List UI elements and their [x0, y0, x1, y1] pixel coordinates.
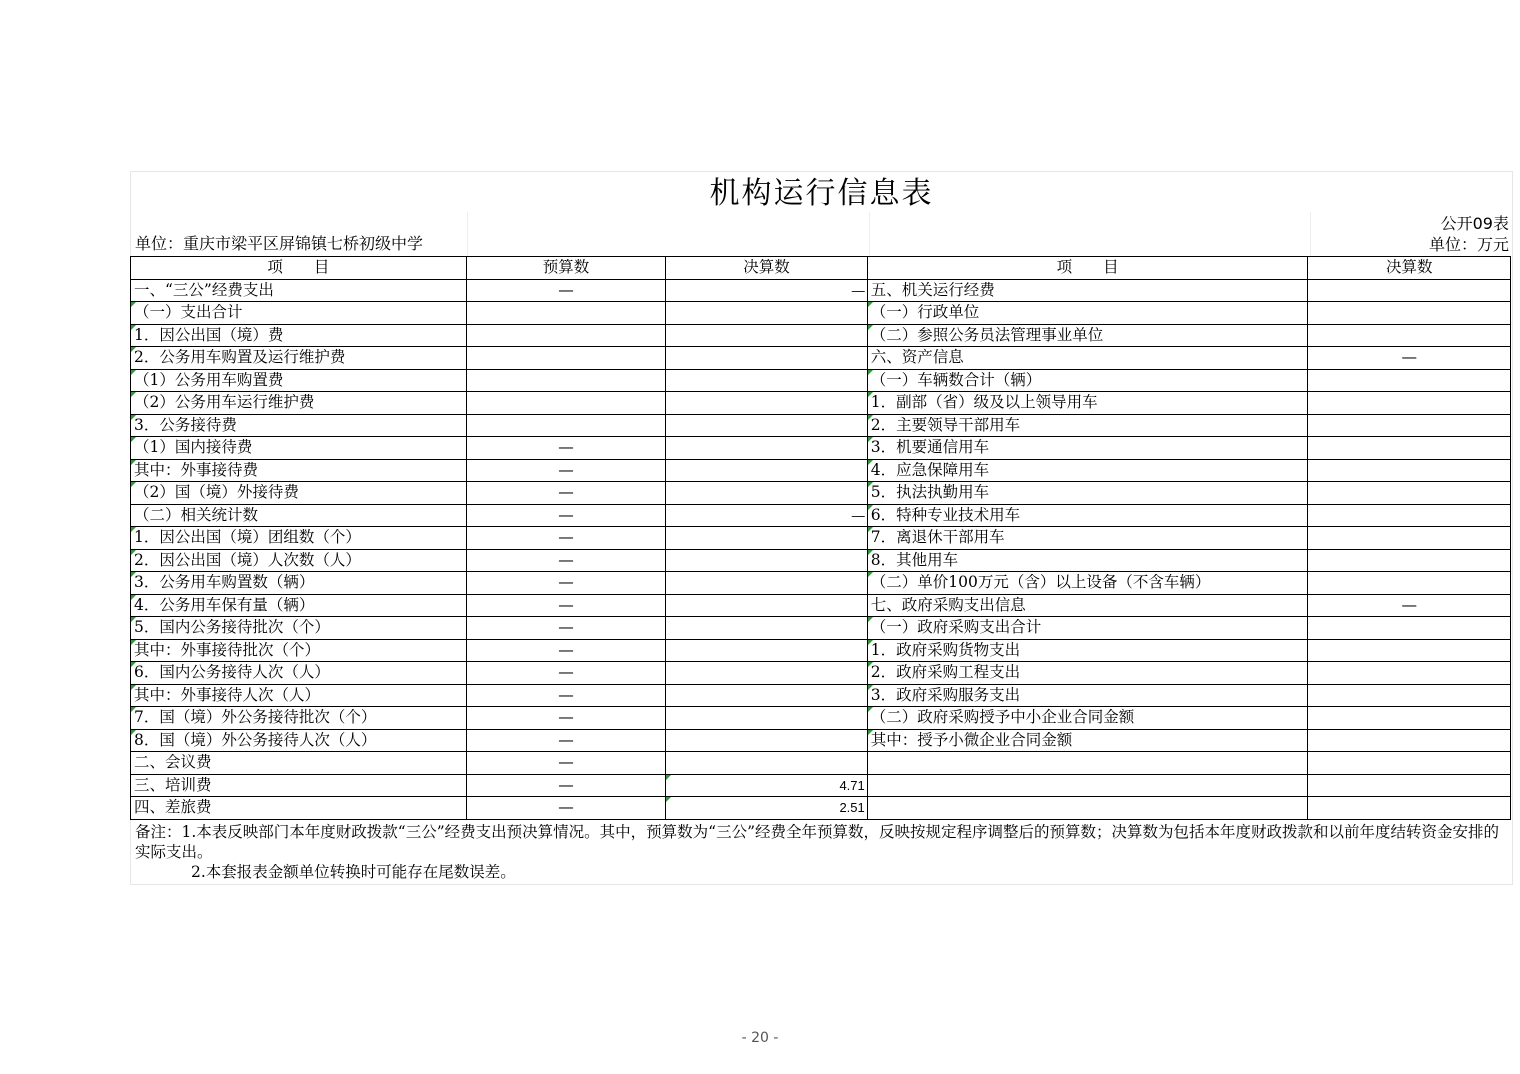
- item-label: [131, 617, 467, 640]
- final-value-right: [1308, 662, 1511, 685]
- item-label-text: 其中：外事接待费: [134, 460, 259, 479]
- item-label: [131, 414, 467, 437]
- table-row: [131, 549, 1511, 572]
- item-label-text: 二、会议费: [134, 753, 212, 772]
- final-value: [666, 527, 868, 550]
- item-label-text: 1．因公出国（境）费: [134, 325, 284, 344]
- form-number: 公开09表: [1440, 214, 1509, 233]
- budget-value-text: —: [558, 663, 574, 682]
- comment-marker: [868, 482, 873, 487]
- item-label-right: [867, 459, 1308, 482]
- final-value-right: [1308, 572, 1511, 595]
- col-header-item-right: 项 目: [867, 257, 1308, 280]
- item-label-text: 2．公务用车购置及运行维护费: [134, 348, 346, 367]
- item-label-right-text: 2．主要领导干部用车: [870, 415, 1021, 434]
- budget-value: [466, 549, 666, 572]
- col-header-final-right: 决算数: [1308, 257, 1511, 280]
- final-value-right: [1308, 369, 1511, 392]
- item-label-right: [867, 572, 1308, 595]
- final-value-right: [1308, 437, 1511, 460]
- item-label: [131, 392, 467, 415]
- final-value: [666, 459, 868, 482]
- item-label-right: [867, 482, 1308, 505]
- budget-value: [466, 324, 666, 347]
- final-value-right: [1308, 527, 1511, 550]
- comment-marker: [868, 370, 873, 375]
- table-row: [131, 684, 1511, 707]
- comment-marker: [868, 662, 873, 667]
- item-label: [131, 662, 467, 685]
- final-value-right: [1308, 594, 1511, 617]
- table-row: [131, 639, 1511, 662]
- budget-value: [466, 752, 666, 775]
- item-label-right: [867, 752, 1308, 775]
- final-value-right: [1308, 324, 1511, 347]
- item-label-right-text: 8．其他用车: [870, 550, 959, 569]
- item-label-right-text: 1．副部（省）级及以上领导用车: [870, 393, 1098, 412]
- budget-value-text: —: [558, 685, 574, 704]
- header-info-row: [131, 212, 1512, 256]
- budget-value: [466, 662, 666, 685]
- final-value: [666, 729, 868, 752]
- item-label-text: 4．公务用车保有量（辆）: [134, 595, 315, 614]
- comment-marker: [868, 730, 873, 735]
- item-label-right: [867, 504, 1308, 527]
- item-label: [131, 482, 467, 505]
- item-label: [131, 324, 467, 347]
- item-label: [131, 459, 467, 482]
- table-row: [131, 302, 1511, 325]
- budget-value: [466, 437, 666, 460]
- table-row: [131, 347, 1511, 370]
- item-label-right-text: （一）行政单位: [870, 303, 980, 322]
- comment-marker: [868, 505, 873, 510]
- budget-value-text: —: [558, 483, 574, 502]
- final-value: [666, 797, 868, 820]
- final-value-right: [1308, 774, 1511, 797]
- item-label-right-text: （一）车辆数合计（辆）: [870, 370, 1042, 389]
- budget-value: [466, 482, 666, 505]
- comment-marker: [666, 775, 671, 780]
- item-label-text: （2）公务用车运行维护费: [134, 393, 315, 412]
- item-label-text: 5．国内公务接待批次（个）: [134, 618, 330, 637]
- comment-marker: [131, 595, 136, 600]
- item-label: [131, 549, 467, 572]
- final-value: [666, 392, 868, 415]
- comment-marker: [868, 640, 873, 645]
- item-label-right: [867, 414, 1308, 437]
- final-value-right-text: —: [1401, 348, 1417, 367]
- budget-value: [466, 527, 666, 550]
- item-label-right-text: 2．政府采购工程支出: [870, 663, 1021, 682]
- comment-marker: [868, 572, 873, 577]
- final-value: [666, 549, 868, 572]
- budget-value-text: —: [558, 730, 574, 749]
- table-row: [131, 729, 1511, 752]
- final-value-right: [1308, 347, 1511, 370]
- item-label-right-text: （二）政府采购授予中小企业合同金额: [870, 708, 1135, 727]
- final-value: [666, 482, 868, 505]
- budget-value: [466, 617, 666, 640]
- unit-name: 单位：重庆市梁平区屏锦镇七桥初级中学: [135, 234, 424, 253]
- final-value: [666, 617, 868, 640]
- budget-value: [466, 797, 666, 820]
- final-value: [666, 707, 868, 730]
- item-label-right: [867, 279, 1308, 302]
- col-header-budget: 预算数: [466, 257, 666, 280]
- item-label-right-text: 4．应急保障用车: [870, 460, 990, 479]
- comment-marker: [131, 415, 136, 420]
- budget-value: [466, 414, 666, 437]
- item-label-right-text: （二）单价100万元（含）以上设备（不含车辆）: [870, 573, 1211, 592]
- budget-value-text: —: [558, 595, 574, 614]
- item-label: [131, 797, 467, 820]
- item-label-right: [867, 662, 1308, 685]
- item-label: [131, 639, 467, 662]
- col-header-item: 项 目: [131, 257, 467, 280]
- budget-value-text: —: [558, 573, 574, 592]
- item-label-right-text: 六、资产信息: [870, 348, 964, 367]
- final-value-text: —: [851, 282, 865, 298]
- comment-marker: [131, 662, 136, 667]
- final-value: [666, 302, 868, 325]
- budget-value: [466, 684, 666, 707]
- item-label-right-text: （二）参照公务员法管理事业单位: [870, 325, 1104, 344]
- table-row: [131, 392, 1511, 415]
- budget-value-text: —: [558, 280, 574, 299]
- comment-marker: [868, 437, 873, 442]
- currency-unit: 单位：万元: [1428, 235, 1509, 254]
- comment-marker: [131, 482, 136, 487]
- item-label-text: 三、培训费: [134, 775, 212, 794]
- budget-value-text: —: [558, 618, 574, 637]
- item-label: [131, 752, 467, 775]
- item-label: [131, 774, 467, 797]
- comment-marker: [868, 392, 873, 397]
- final-value: [666, 752, 868, 775]
- item-label-right: [867, 684, 1308, 707]
- comment-marker: [131, 325, 136, 330]
- table-row: [131, 279, 1511, 302]
- budget-value: [466, 774, 666, 797]
- final-value-right: [1308, 459, 1511, 482]
- comment-marker: [131, 347, 136, 352]
- item-label-text: 3．公务用车购置数（辆）: [134, 573, 315, 592]
- item-label-right: [867, 797, 1308, 820]
- item-label-right: [867, 437, 1308, 460]
- item-label-right: [867, 527, 1308, 550]
- final-value: [666, 662, 868, 685]
- info-table: [130, 256, 1511, 820]
- item-label-text: 7．国（境）外公务接待批次（个）: [134, 708, 377, 727]
- item-label-text: （2）国（境）外接待费: [134, 483, 299, 502]
- budget-value: [466, 639, 666, 662]
- final-value-right: [1308, 279, 1511, 302]
- comment-marker: [131, 460, 136, 465]
- item-label-right: [867, 617, 1308, 640]
- col-header-final: 决算数: [666, 257, 868, 280]
- comment-marker: [131, 572, 136, 577]
- table-row: [131, 459, 1511, 482]
- comment-marker: [131, 302, 136, 307]
- item-label-right-text: 1．政府采购货物支出: [870, 640, 1021, 659]
- comment-marker: [131, 527, 136, 532]
- final-value-text: 4.71: [839, 777, 865, 793]
- comment-marker: [868, 685, 873, 690]
- budget-value-text: —: [558, 528, 574, 547]
- comment-marker: [868, 550, 873, 555]
- item-label-right: [867, 729, 1308, 752]
- item-label-right: [867, 639, 1308, 662]
- final-value-right: [1308, 797, 1511, 820]
- final-value: [666, 774, 868, 797]
- item-label: [131, 369, 467, 392]
- final-value: [666, 572, 868, 595]
- table-row: [131, 617, 1511, 640]
- final-value: [666, 414, 868, 437]
- item-label: [131, 347, 467, 370]
- item-label-right-text: 其中：授予小微企业合同金额: [870, 730, 1073, 749]
- table-row: [131, 369, 1511, 392]
- final-value-right: [1308, 482, 1511, 505]
- item-label-right: [867, 347, 1308, 370]
- final-value-right: [1308, 729, 1511, 752]
- budget-value: [466, 392, 666, 415]
- item-label-right-text: 7．离退休干部用车: [870, 528, 1005, 547]
- comment-marker: [868, 617, 873, 622]
- final-value-right: [1308, 707, 1511, 730]
- final-value-text: —: [851, 507, 865, 523]
- final-value-right-text: —: [1401, 595, 1417, 614]
- budget-value: [466, 729, 666, 752]
- item-label-text: （二）相关统计数: [134, 505, 259, 524]
- budget-value: [466, 572, 666, 595]
- table-row: [131, 527, 1511, 550]
- final-value-text: 2.51: [839, 800, 865, 816]
- budget-value-text: —: [558, 550, 574, 569]
- table-row: [131, 752, 1511, 775]
- table-row: [131, 774, 1511, 797]
- budget-value-text: —: [558, 438, 574, 457]
- item-label-right: [867, 302, 1308, 325]
- budget-value: [466, 594, 666, 617]
- final-value-right: [1308, 639, 1511, 662]
- final-value: [666, 639, 868, 662]
- item-label: [131, 572, 467, 595]
- budget-value: [466, 459, 666, 482]
- item-label: [131, 302, 467, 325]
- item-label-text: 一、“三公”经费支出: [134, 280, 274, 299]
- budget-value-text: —: [558, 460, 574, 479]
- final-value: [666, 279, 868, 302]
- item-label-text: （1）公务用车购置费: [134, 370, 284, 389]
- item-label-right: [867, 324, 1308, 347]
- item-label: [131, 729, 467, 752]
- comment-marker: [131, 617, 136, 622]
- item-label: [131, 504, 467, 527]
- item-label-text: 其中：外事接待批次（个）: [134, 640, 321, 659]
- comment-marker: [868, 415, 873, 420]
- item-label-right-text: 七、政府采购支出信息: [870, 595, 1026, 614]
- item-label-right: [867, 594, 1308, 617]
- item-label: [131, 279, 467, 302]
- item-label-right-text: （一）政府采购支出合计: [870, 618, 1042, 637]
- footnote-line-1: 备注：1.本表反映部门本年度财政拨款“三公”经费支出预决算情况。其中，预算数为“三公”经费全年预算数，反映按规定程序调整后的预算数；决算数为包括本年度财政拨款和以前年度结转资金安排的实际支出。: [135, 823, 1499, 861]
- budget-value-text: —: [558, 798, 574, 817]
- item-label-text: 其中：外事接待人次（人）: [134, 685, 321, 704]
- table-row: [131, 504, 1511, 527]
- comment-marker: [131, 685, 136, 690]
- table-row: [131, 482, 1511, 505]
- final-value-right: [1308, 302, 1511, 325]
- final-value: [666, 324, 868, 347]
- table-row: [131, 572, 1511, 595]
- budget-value-text: —: [558, 505, 574, 524]
- final-value: [666, 437, 868, 460]
- table-row: [131, 662, 1511, 685]
- item-label: [131, 594, 467, 617]
- budget-value: [466, 279, 666, 302]
- footnote-line-2: 2.本套报表金额单位转换时可能存在尾数误差。: [191, 863, 516, 881]
- final-value-right: [1308, 504, 1511, 527]
- budget-value: [466, 302, 666, 325]
- budget-value-text: —: [558, 708, 574, 727]
- final-value-right: [1308, 752, 1511, 775]
- item-label-right: [867, 707, 1308, 730]
- item-label: [131, 707, 467, 730]
- budget-value: [466, 369, 666, 392]
- comment-marker: [131, 392, 136, 397]
- item-label-right-text: 3．机要通信用车: [870, 438, 990, 457]
- comment-marker: [131, 730, 136, 735]
- table-row: [131, 797, 1511, 820]
- final-value: [666, 347, 868, 370]
- final-value-right: [1308, 392, 1511, 415]
- final-value: [666, 504, 868, 527]
- budget-value-text: —: [558, 775, 574, 794]
- budget-value-text: —: [558, 753, 574, 772]
- item-label-right-text: 3．政府采购服务支出: [870, 685, 1021, 704]
- item-label-right: [867, 774, 1308, 797]
- final-value-right: [1308, 549, 1511, 572]
- item-label-text: 2．因公出国（境）人次数（人）: [134, 550, 361, 569]
- budget-value: [466, 347, 666, 370]
- item-label-right: [867, 549, 1308, 572]
- budget-value: [466, 504, 666, 527]
- item-label: [131, 684, 467, 707]
- item-label-text: 3．公务接待费: [134, 415, 237, 434]
- item-label-text: （一）支出合计: [134, 303, 243, 322]
- final-value-right: [1308, 617, 1511, 640]
- item-label-text: 6．国内公务接待人次（人）: [134, 663, 330, 682]
- comment-marker: [131, 640, 136, 645]
- table-row: [131, 324, 1511, 347]
- page-title: 机构运行信息表: [709, 176, 934, 211]
- table-row: [131, 594, 1511, 617]
- final-value: [666, 369, 868, 392]
- item-label: [131, 437, 467, 460]
- page-number: - 20 -: [741, 1030, 779, 1046]
- comment-marker: [868, 325, 873, 330]
- footnote: [135, 822, 1507, 882]
- item-label-right: [867, 369, 1308, 392]
- item-label-text: 1．因公出国（境）团组数（个）: [134, 528, 361, 547]
- item-label-right-text: 6．特种专业技术用车: [870, 505, 1021, 524]
- comment-marker: [131, 370, 136, 375]
- comment-marker: [868, 527, 873, 532]
- table-body: [131, 257, 1511, 820]
- table-row: [131, 414, 1511, 437]
- comment-marker: [131, 707, 136, 712]
- table-row: [131, 437, 1511, 460]
- item-label-right-text: 五、机关运行经费: [870, 280, 995, 299]
- comment-marker: [131, 550, 136, 555]
- comment-marker: [868, 302, 873, 307]
- item-label: [131, 527, 467, 550]
- comment-marker: [131, 437, 136, 442]
- budget-value: [466, 707, 666, 730]
- report-sheet: [130, 171, 1513, 885]
- budget-value-text: —: [558, 640, 574, 659]
- item-label-right: [867, 392, 1308, 415]
- item-label-right-text: 5．执法执勤用车: [870, 483, 990, 502]
- comment-marker: [868, 707, 873, 712]
- final-value-right: [1308, 684, 1511, 707]
- item-label-text: 8．国（境）外公务接待人次（人）: [134, 730, 377, 749]
- item-label-text: 四、差旅费: [134, 798, 212, 817]
- table-header-row: [131, 257, 1511, 280]
- comment-marker: [868, 460, 873, 465]
- comment-marker: [666, 797, 671, 802]
- final-value: [666, 684, 868, 707]
- final-value: [666, 594, 868, 617]
- item-label-text: （1）国内接待费: [134, 438, 253, 457]
- table-row: [131, 707, 1511, 730]
- final-value-right: [1308, 414, 1511, 437]
